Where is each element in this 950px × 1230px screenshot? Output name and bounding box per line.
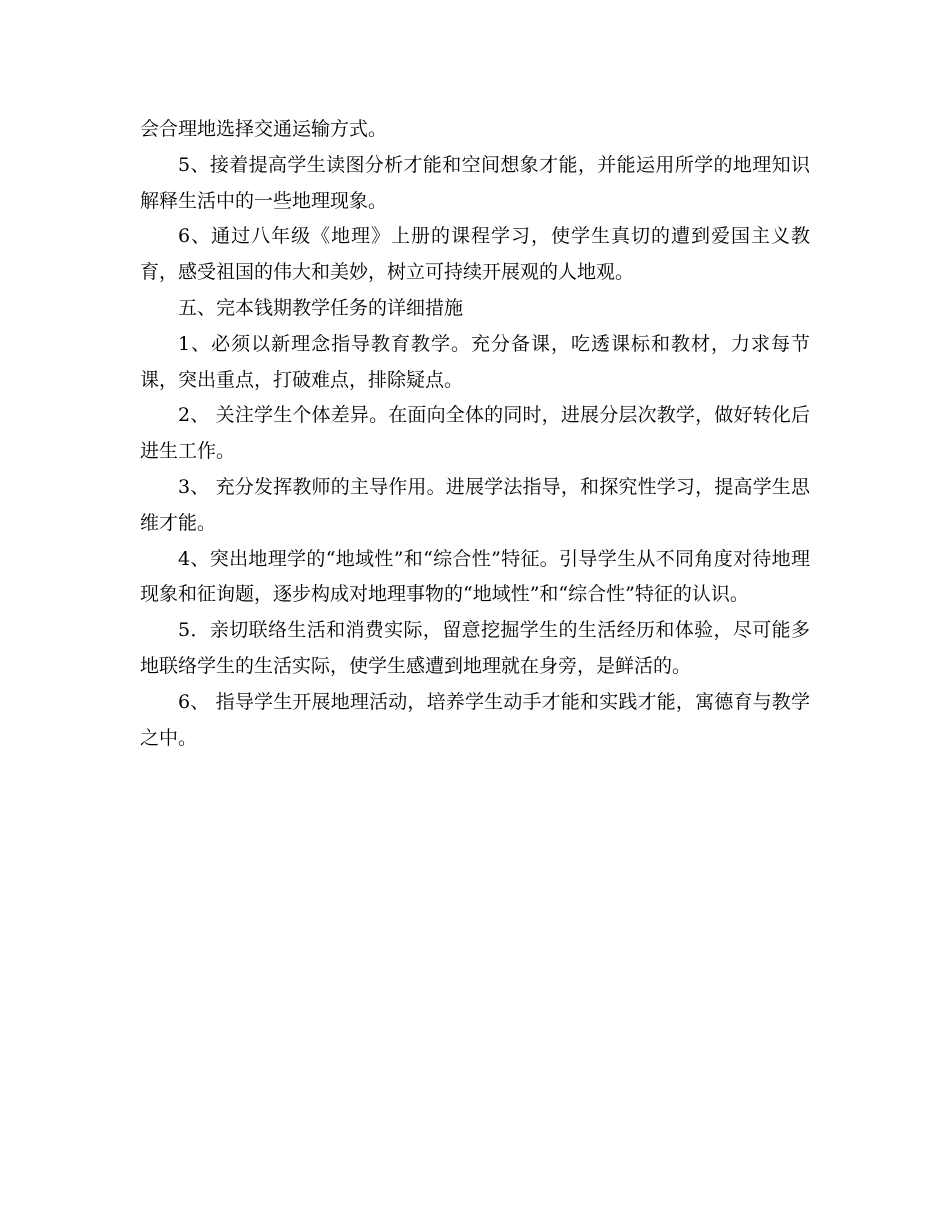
measure-item-3: 3、 充分发挥教师的主导作用。进展学法指导，和探究性学习，提高学生思维才能。: [140, 475, 810, 534]
section-heading: 五、完本钱期教学任务的详细措施: [178, 296, 464, 319]
measure-item-2: 2、 关注学生个体差异。在面向全体的同时，进展分层次教学，做好转化后进生工作。: [140, 404, 810, 463]
paragraph-item-6: 6、通过八年级《地理》上册的课程学习，使学生真切的遭到爱国主义教育，感受祖国的伟大和美妙，树立可持续开展观的人地观。: [140, 225, 810, 284]
measure-item-4: 4、突出地理学的“地域性”和“综合性”特征。引导学生从不同角度对待地理现象和征询题，逐步构成对地理事物的“地域性”和“综合性”特征的认识。: [140, 547, 810, 606]
document-body: [140, 112, 810, 756]
paragraph-continuation: 会合理地选择交通运输方式。: [140, 118, 388, 140]
measure-item-1: 1、必须以新理念指导教育教学。充分备课，吃透课标和教材，力求每节课，突出重点，打破难点，排除疑点。: [140, 332, 810, 391]
paragraph-item-5: 5、接着提高学生读图分析才能和空间想象才能，并能运用所学的地理知识解释生活中的一些地理现象。: [140, 153, 810, 212]
measure-item-5: 5．亲切联络生活和消费实际，留意挖掘学生的生活经历和体验，尽可能多地联络学生的生活实际，使学生感遭到地理就在身旁，是鲜活的。: [140, 619, 810, 677]
measure-item-6: 6、 指导学生开展地理活动，培养学生动手才能和实践才能，寓德育与教学之中。: [140, 690, 810, 749]
